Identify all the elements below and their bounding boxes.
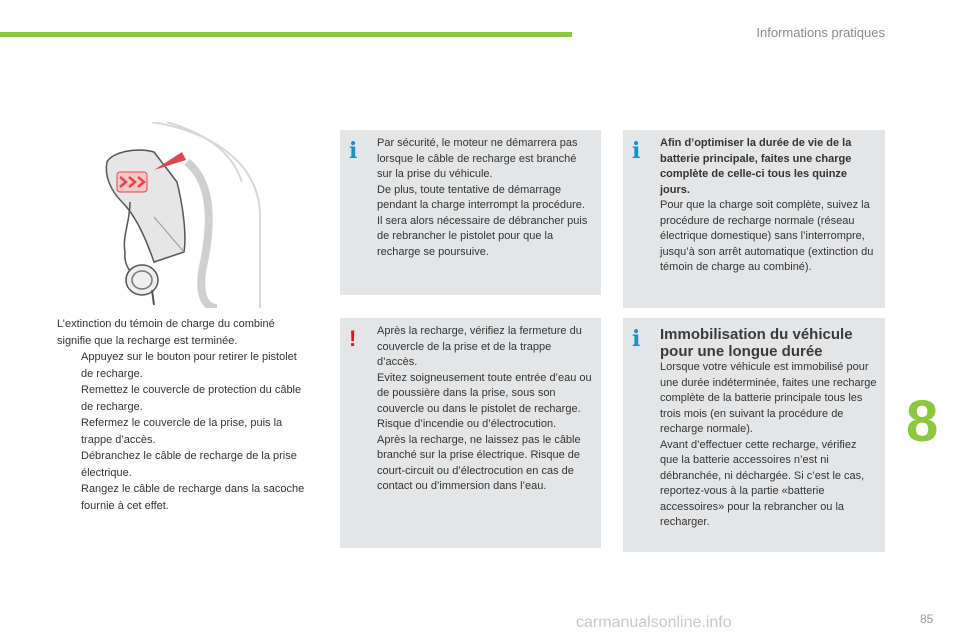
procedure-step: [57, 448, 307, 481]
procedure-step: [57, 382, 307, 415]
warning-text: [377, 324, 593, 495]
section-accent-bar: [0, 32, 572, 37]
info-icon: i: [632, 138, 641, 164]
storage-info-text: [660, 326, 877, 531]
watermark: carmanualsonline.info: [576, 614, 732, 631]
safety-info-box: [340, 130, 601, 295]
page-number: 85: [920, 612, 934, 626]
warning-icon: !: [349, 326, 357, 351]
procedure-step-text: Appuyez sur le bouton pour retirer le pistolet de recharge.: [81, 351, 297, 380]
unplug-procedure: [57, 316, 307, 514]
battery-info-text: [660, 136, 877, 276]
warning-line: Après la recharge, ne laissez pas le câble branché sur la prise électrique. Risque de court-circuit ou d’électrocution en cas de contact ou d’immersion dans l’eau.: [377, 433, 581, 492]
storage-heading: Immobilisation du véhicule pour une longue durée: [660, 326, 853, 360]
procedure-step-text: Rangez le câble de recharge dans la sacoche fournie à cet effet.: [81, 483, 305, 512]
procedure-steps: [57, 349, 307, 514]
info-icon: i: [632, 326, 641, 352]
section-title: Informations pratiques: [756, 25, 885, 40]
battery-info-lead: Afin d’optimiser la durée de vie de la batterie principale, faites une charge complète de celle-ci tous les quinze jours.: [660, 137, 852, 196]
safety-info-line: Par sécurité, le moteur ne démarrera pas lorsque le câble de recharge est branché sur la prise du véhicule.: [377, 137, 578, 180]
chapter-number: 8: [906, 389, 939, 454]
procedure-step: [57, 415, 307, 448]
procedure-step-text: Remettez le couvercle de protection du câble de recharge.: [81, 384, 302, 413]
battery-info-box: [623, 130, 885, 308]
battery-info-body: Pour que la charge soit complète, suivez la procédure de recharge normale (réseau électrique domestique) sans l’interrompre, jusqu’à son arrêt automatique (extinction du témoin de charge au combiné).: [660, 199, 874, 273]
warning-line: Après la recharge, vérifiez la fermeture du couvercle de la prise et de la trappe d’accès.: [377, 325, 582, 368]
charging-gun-illustration: [92, 122, 262, 308]
procedure-step: [57, 481, 307, 514]
procedure-step-text: Débranchez le câble de recharge de la prise électrique.: [81, 450, 297, 479]
warning-line: Evitez soigneusement toute entrée d’eau ou de poussière dans la prise, sous son couvercle ou dans le pistolet de recharge. Risque d’incendie ou d’électrocution.: [377, 371, 592, 430]
procedure-intro: L’extinction du témoin de charge du combiné signifie que la recharge est terminée.: [57, 318, 275, 347]
storage-info-box: [623, 318, 885, 552]
warning-box: [340, 318, 601, 548]
safety-info-text: [377, 136, 593, 260]
procedure-step-text: Refermez le couvercle de la prise, puis la trappe d’accès.: [81, 417, 283, 446]
safety-info-line: De plus, toute tentative de démarrage pendant la charge interrompt la procédure. Il sera alors nécessaire de débrancher puis de rebrancher le pistolet pour que la recharge se poursuive.: [377, 183, 588, 258]
storage-info-line: Avant d’effectuer cette recharge, vérifiez que la batterie accessoires n’est ni débranchée, ni déchargée. Si c’est le cas, reportez-vous à la partie «batterie accessoires» pour la rebrancher ou la recharger.: [660, 438, 865, 528]
procedure-step: [57, 349, 307, 382]
info-icon: i: [349, 138, 358, 164]
storage-info-line: Lorsque votre véhicule est immobilisé pour une durée indéterminée, faites une recharge complète de la batterie principale tous les trois mois (en suivant la procédure de recharge normale).: [660, 361, 877, 435]
